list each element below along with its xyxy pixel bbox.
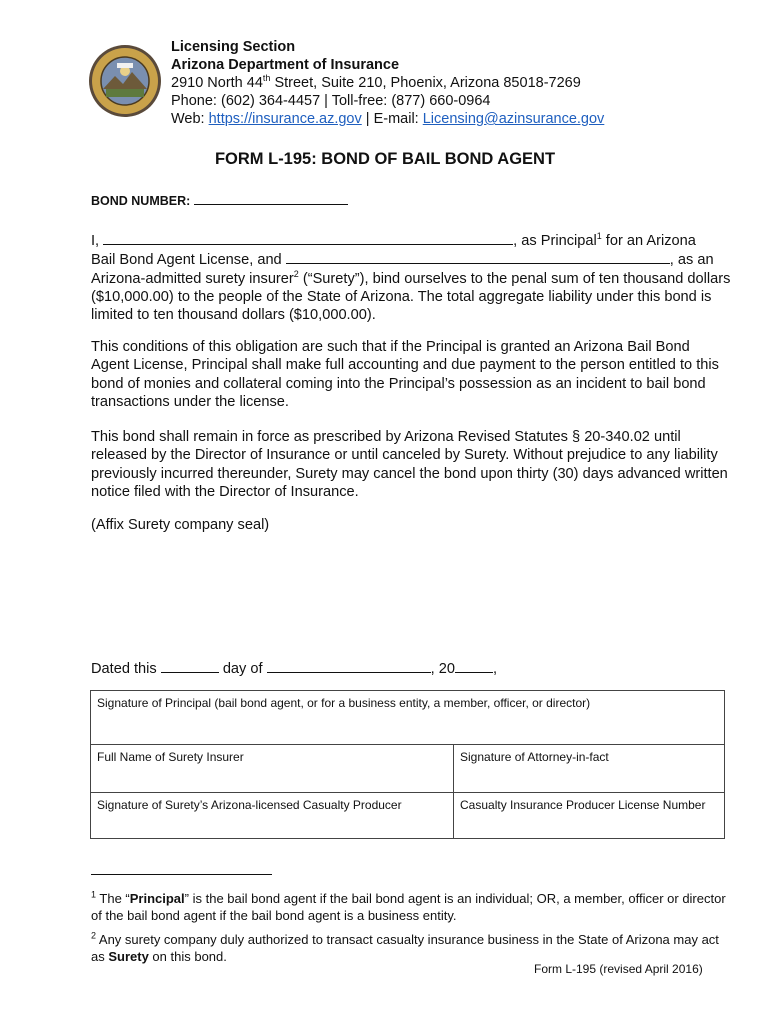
department-name: Arizona Department of Insurance: [171, 57, 400, 73]
principal-name-blank[interactable]: [103, 231, 513, 245]
form-title: FORM L-195: BOND OF BAIL BOND AGENT: [214, 150, 556, 168]
attorney-signature-cell[interactable]: Signature of Attorney-in-fact: [454, 745, 725, 793]
bond-paragraph-2: This conditions of this obligation are such that if the Principal is granted an Arizona Bail Bond Agent License, Principal shall make full accounting and due payment to the person entitled to this bond of monies and collateral coming into the Principal’s possession as an incident to bail bond transactions under the license.: [91, 339, 719, 410]
surety-name-blank[interactable]: [286, 250, 670, 264]
signature-table: [90, 690, 725, 839]
producer-signature-cell[interactable]: Signature of Surety’s Arizona-licensed Casualty Producer: [91, 793, 454, 839]
day-blank[interactable]: [161, 659, 219, 673]
address: 2910 North 44th Street, Suite 210, Phoenix, Arizona 85018-7269: [171, 73, 581, 91]
footnote-divider: [91, 874, 272, 875]
email-link[interactable]: Licensing@azinsurance.gov: [422, 111, 605, 127]
seal-instruction: (Affix Surety company seal): [91, 517, 270, 533]
form-revision-footer: Form L-195 (revised April 2016): [534, 962, 703, 976]
producer-license-cell[interactable]: Casualty Insurance Producer License Number: [454, 793, 725, 839]
website-link[interactable]: https://insurance.az.gov: [208, 111, 362, 127]
bond-number-blank[interactable]: [194, 192, 348, 205]
footnote-2: $^2$ Any surety company duly authorized to transact casualty insurance business in the State of Arizona may act as Surety on this bond.: [91, 930, 719, 964]
bond-paragraph-1: I, , as Principal$^1$ for an Arizona Bail Bond Agent License, and , as an Arizona-admitted surety insurer$^2$ (“Surety”), bind ourselves to the penal sum of ten thousand dollars ($10,000.00) to the people of the State of Arizona. The total aggregate liability under this bond is limited to ten thousand dollars ($10,000.00).: [91, 231, 731, 324]
principal-signature-cell[interactable]: Signature of Principal (bail bond agent, or for a business entity, a member, officer, or director): [91, 691, 725, 745]
bond-number-field: BOND NUMBER:: [91, 192, 348, 208]
month-blank[interactable]: [267, 659, 431, 673]
year-blank[interactable]: [455, 659, 493, 673]
arizona-state-seal: [88, 44, 162, 118]
seal-icon: [88, 44, 162, 118]
bond-paragraph-3: This bond shall remain in force as prescribed by Arizona Revised Statutes § 20-340.02 until released by the Director of Insurance or until canceled by Surety. Without prejudice to any liability previously incurred thereunder, Surety may cancel the bond upon thirty (30) days advanced written notice filed with the Director of Insurance.: [91, 429, 728, 500]
section-name: Licensing Section: [171, 39, 296, 55]
web-email-line: Web: https://insurance.az.gov | E-mail: Licensing@azinsurance.gov: [171, 111, 605, 127]
footnote-1: $^1$ The “Principal” is the bail bond agent if the bail bond agent is an individual; OR, a member, officer or director of the bail bond agent if the bail bond agent is a business entity.: [91, 889, 726, 923]
phone-line: Phone: (602) 364-4457 | Toll-free: (877) 660-0964: [171, 93, 491, 109]
surety-name-cell[interactable]: Full Name of Surety Insurer: [91, 745, 454, 793]
dated-line: Dated this day of , 20 ,: [91, 661, 498, 677]
agency-header: [171, 38, 604, 128]
